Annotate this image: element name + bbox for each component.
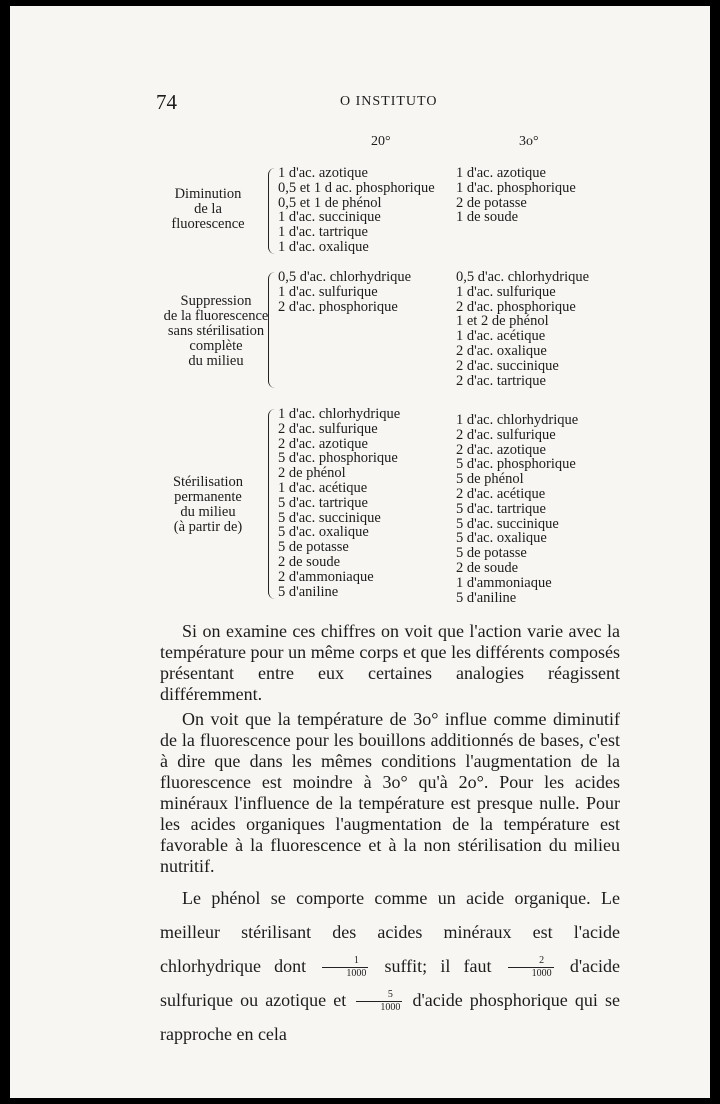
list-item: 2 d'ac. oxalique bbox=[456, 342, 547, 359]
list-item: 5 de phénol bbox=[456, 471, 524, 488]
column-30-list bbox=[456, 166, 576, 225]
list-item: 1 d'ac. sulfurique bbox=[456, 283, 556, 300]
brace bbox=[268, 409, 275, 599]
list-item: 2 d'ac. phosphorique bbox=[456, 298, 576, 315]
fraction: $\frac{2}{1000}$ bbox=[508, 955, 554, 980]
column-20-list bbox=[278, 270, 411, 314]
list-item: 2 d'ammoniaque bbox=[278, 568, 374, 585]
group-label: Suppression de la fluorescence sans stérilisation complète du milieu bbox=[163, 293, 269, 369]
list-item: 5 d'ac. oxalique bbox=[278, 524, 369, 541]
list-item: 5 d'aniline bbox=[278, 583, 339, 600]
list-item: 5 de potasse bbox=[278, 539, 349, 556]
list-item: 1 d'ac. phosphorique bbox=[456, 179, 576, 196]
list-item: 2 d'ac. azotique bbox=[278, 435, 368, 452]
list-item: 5 d'ac. phosphorique bbox=[456, 456, 576, 473]
list-item: 2 d'ac. tartrique bbox=[456, 372, 546, 389]
fraction: $\frac{5}{1000}$ bbox=[356, 989, 402, 1014]
list-item: 1 d'ac. oxalique bbox=[278, 238, 369, 255]
list-item: 5 d'ac. tartrique bbox=[278, 494, 368, 511]
fraction: $\frac{1}{1000}$ bbox=[322, 955, 368, 980]
page-number: 74 bbox=[156, 90, 177, 114]
list-item: 1 de soude bbox=[456, 209, 519, 226]
page-header bbox=[10, 90, 710, 120]
list-item: 2 d'ac. sulfurique bbox=[456, 426, 556, 443]
list-item: 2 d'ac. azotique bbox=[456, 441, 546, 458]
column-30-list bbox=[456, 270, 589, 388]
brace bbox=[268, 168, 275, 254]
list-item: 2 d'ac. phosphorique bbox=[278, 298, 398, 315]
column-header-30: 3o° bbox=[519, 134, 539, 149]
list-item: 5 d'ac. phosphorique bbox=[278, 450, 398, 467]
list-item: 1 d'ammoniaque bbox=[456, 574, 552, 591]
list-item: 2 de soude bbox=[278, 553, 341, 570]
list-item: 1 d'ac. succinique bbox=[278, 209, 381, 226]
list-item: 1 d'ac. azotique bbox=[278, 165, 368, 181]
list-item: 0,5 d'ac. chlorhydrique bbox=[278, 269, 412, 285]
list-item: 1 et 2 de phénol bbox=[456, 313, 549, 330]
list-item: 1 d'ac. tartrique bbox=[278, 224, 368, 241]
brace bbox=[268, 272, 275, 388]
list-item: 2 d'ac. acétique bbox=[456, 485, 546, 502]
list-item: 2 de phénol bbox=[278, 465, 346, 482]
list-item: 5 d'aniline bbox=[456, 589, 517, 606]
paragraph: On voit que la température de 3o° influe comme diminutif de la fluorescence pour les bouillons additionnés de bases, c'est à dire que dans les mêmes conditions l'augmentation de la fluorescence est moindre à 3o° qu'à 2o°. Pour les acides minéraux l'influence de la température est presque nulle. Pour les acides organiques l'augmentation de la température est favorable à la fluorescence et à la non stérilisation du milieu nutritif. bbox=[160, 709, 620, 876]
group-label: Stérilisation permanente du milieu (à partir de) bbox=[172, 474, 244, 535]
list-item: 5 d'ac. succinique bbox=[456, 515, 559, 532]
paragraph: Si on examine ces chiffres on voit que l'action varie avec la température pour un même corps et que les différents composés présentant entre eux certaines analogies réagissent différemment. bbox=[160, 621, 620, 704]
column-header-20: 20° bbox=[371, 134, 391, 149]
list-item: 5 d'ac. oxalique bbox=[456, 530, 547, 547]
running-title: O INSTITUTO bbox=[340, 94, 438, 109]
body-text bbox=[160, 621, 620, 1051]
page bbox=[10, 6, 710, 1098]
list-item: 2 d'ac. succinique bbox=[456, 357, 559, 374]
list-item: 5 d'ac. tartrique bbox=[456, 500, 546, 517]
list-item: 1 d'ac. azotique bbox=[456, 165, 546, 181]
column-30-list bbox=[456, 413, 578, 605]
list-item: 2 d'ac. sulfurique bbox=[278, 420, 378, 437]
list-item: 1 d'ac. acétique bbox=[278, 479, 368, 496]
list-item: 0,5 et 1 d ac. phosphorique bbox=[278, 179, 435, 196]
list-item: 5 de potasse bbox=[456, 545, 527, 562]
list-item: 1 d'ac. chlorhydrique bbox=[456, 412, 579, 428]
list-item: 5 d'ac. succinique bbox=[278, 509, 381, 526]
column-20-list bbox=[278, 407, 400, 599]
column-20-list bbox=[278, 166, 435, 255]
list-item: 1 d'ac. acétique bbox=[456, 328, 546, 345]
list-item: 0,5 et 1 de phénol bbox=[278, 194, 382, 211]
list-item: 0,5 d'ac. chlorhydrique bbox=[456, 269, 590, 285]
list-item: 1 d'ac. chlorhydrique bbox=[278, 406, 401, 422]
list-item: 1 d'ac. sulfurique bbox=[278, 283, 378, 300]
list-item: 2 de potasse bbox=[456, 194, 527, 211]
paragraph: Le phénol se comporte comme un acide organique. Le meilleur stérilisant des acides minéraux est l'acide chlorhydrique dont $\frac{1}{1000}$ suffit; il faut $\frac{2}{1000}$ d'acide sulfurique ou azotique et $\frac{5}{1000}$ d'acide phosphorique qui se rapproche en cela bbox=[160, 888, 621, 1044]
list-item: 2 de soude bbox=[456, 559, 519, 576]
group-label: Diminution de la fluorescence bbox=[171, 186, 245, 232]
